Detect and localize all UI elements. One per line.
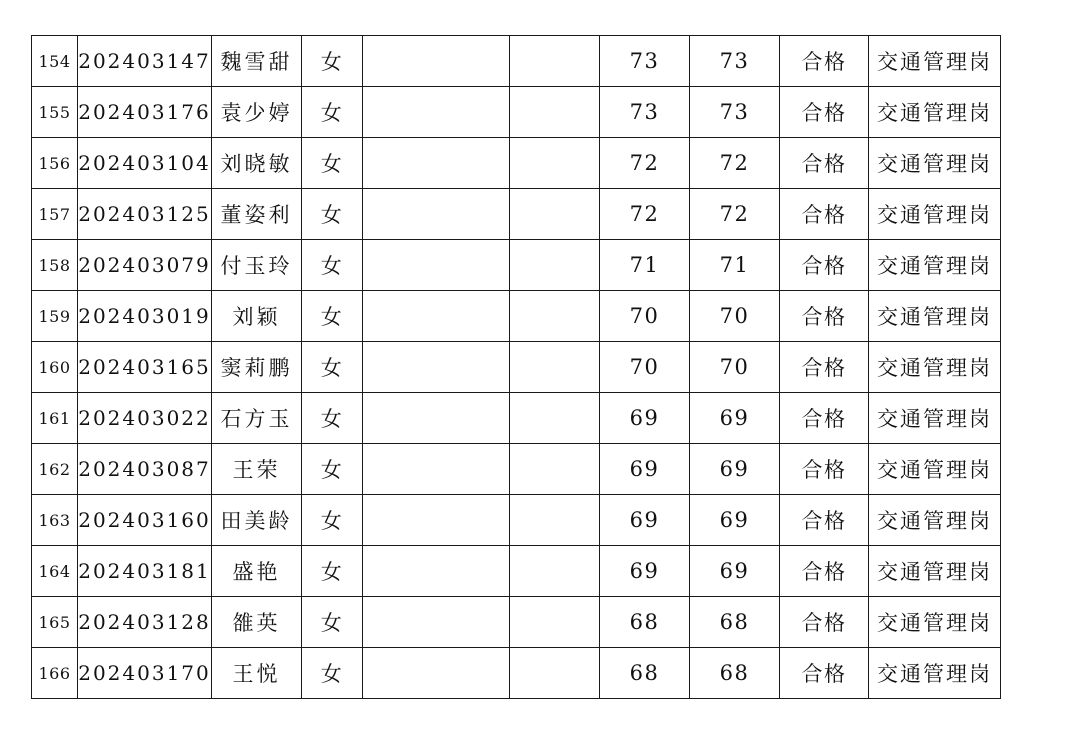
results-table-body: [32, 36, 1001, 699]
cell-empty: [510, 648, 600, 699]
cell-position: 交通管理岗: [869, 291, 1001, 342]
cell-candidate-id: 202403125: [78, 189, 212, 240]
cell-result: 合格: [780, 648, 869, 699]
table-row: [32, 393, 1001, 444]
cell-name: 石方玉: [212, 393, 302, 444]
cell-position: 交通管理岗: [869, 648, 1001, 699]
cell-score: 73: [600, 36, 690, 87]
cell-gender: 女: [302, 138, 363, 189]
results-sheet: [31, 35, 1001, 699]
cell-sequence-number: 155: [32, 87, 78, 138]
cell-sequence-number: 160: [32, 342, 78, 393]
cell-position: 交通管理岗: [869, 393, 1001, 444]
table-row: [32, 546, 1001, 597]
cell-name: 王荣: [212, 444, 302, 495]
cell-sequence-number: 165: [32, 597, 78, 648]
table-row: [32, 291, 1001, 342]
cell-empty: [363, 495, 510, 546]
cell-empty: [510, 291, 600, 342]
cell-empty: [510, 138, 600, 189]
cell-score: 73: [600, 87, 690, 138]
cell-total-score: 70: [690, 342, 780, 393]
cell-score: 72: [600, 138, 690, 189]
cell-gender: 女: [302, 240, 363, 291]
cell-result: 合格: [780, 546, 869, 597]
cell-result: 合格: [780, 597, 869, 648]
cell-result: 合格: [780, 495, 869, 546]
cell-result: 合格: [780, 138, 869, 189]
cell-name: 刘晓敏: [212, 138, 302, 189]
cell-empty: [363, 87, 510, 138]
cell-candidate-id: 202403181: [78, 546, 212, 597]
cell-sequence-number: 156: [32, 138, 78, 189]
cell-sequence-number: 164: [32, 546, 78, 597]
cell-candidate-id: 202403079: [78, 240, 212, 291]
cell-position: 交通管理岗: [869, 444, 1001, 495]
cell-name: 付玉玲: [212, 240, 302, 291]
cell-total-score: 69: [690, 546, 780, 597]
cell-candidate-id: 202403165: [78, 342, 212, 393]
cell-score: 70: [600, 291, 690, 342]
cell-score: 69: [600, 495, 690, 546]
cell-empty: [363, 36, 510, 87]
cell-sequence-number: 157: [32, 189, 78, 240]
cell-empty: [510, 393, 600, 444]
cell-result: 合格: [780, 342, 869, 393]
cell-result: 合格: [780, 189, 869, 240]
cell-position: 交通管理岗: [869, 36, 1001, 87]
cell-empty: [363, 240, 510, 291]
cell-score: 68: [600, 648, 690, 699]
cell-name: 窦莉鹏: [212, 342, 302, 393]
cell-gender: 女: [302, 342, 363, 393]
cell-sequence-number: 161: [32, 393, 78, 444]
cell-position: 交通管理岗: [869, 342, 1001, 393]
cell-gender: 女: [302, 648, 363, 699]
cell-candidate-id: 202403160: [78, 495, 212, 546]
cell-total-score: 73: [690, 36, 780, 87]
table-row: [32, 597, 1001, 648]
cell-candidate-id: 202403170: [78, 648, 212, 699]
table-row: [32, 444, 1001, 495]
cell-total-score: 69: [690, 393, 780, 444]
cell-name: 盛艳: [212, 546, 302, 597]
cell-empty: [510, 546, 600, 597]
cell-score: 70: [600, 342, 690, 393]
cell-position: 交通管理岗: [869, 597, 1001, 648]
cell-candidate-id: 202403128: [78, 597, 212, 648]
cell-name: 刘颖: [212, 291, 302, 342]
cell-name: 魏雪甜: [212, 36, 302, 87]
table-row: [32, 138, 1001, 189]
cell-name: 雒英: [212, 597, 302, 648]
cell-position: 交通管理岗: [869, 138, 1001, 189]
cell-total-score: 68: [690, 597, 780, 648]
cell-empty: [510, 342, 600, 393]
cell-position: 交通管理岗: [869, 240, 1001, 291]
cell-total-score: 70: [690, 291, 780, 342]
cell-empty: [510, 240, 600, 291]
cell-gender: 女: [302, 291, 363, 342]
cell-score: 72: [600, 189, 690, 240]
cell-result: 合格: [780, 291, 869, 342]
cell-candidate-id: 202403104: [78, 138, 212, 189]
table-row: [32, 189, 1001, 240]
cell-total-score: 69: [690, 444, 780, 495]
cell-result: 合格: [780, 393, 869, 444]
cell-candidate-id: 202403019: [78, 291, 212, 342]
cell-empty: [363, 444, 510, 495]
cell-name: 董姿利: [212, 189, 302, 240]
table-row: [32, 342, 1001, 393]
cell-name: 王悦: [212, 648, 302, 699]
cell-name: 袁少婷: [212, 87, 302, 138]
cell-candidate-id: 202403176: [78, 87, 212, 138]
cell-gender: 女: [302, 597, 363, 648]
cell-position: 交通管理岗: [869, 546, 1001, 597]
cell-candidate-id: 202403022: [78, 393, 212, 444]
table-row: [32, 648, 1001, 699]
cell-sequence-number: 154: [32, 36, 78, 87]
cell-empty: [363, 342, 510, 393]
cell-total-score: 68: [690, 648, 780, 699]
cell-gender: 女: [302, 36, 363, 87]
cell-empty: [510, 597, 600, 648]
cell-gender: 女: [302, 87, 363, 138]
cell-score: 69: [600, 393, 690, 444]
cell-sequence-number: 158: [32, 240, 78, 291]
table-row: [32, 240, 1001, 291]
cell-score: 68: [600, 597, 690, 648]
cell-score: 69: [600, 444, 690, 495]
cell-position: 交通管理岗: [869, 495, 1001, 546]
cell-total-score: 69: [690, 495, 780, 546]
cell-result: 合格: [780, 240, 869, 291]
cell-empty: [510, 444, 600, 495]
cell-empty: [363, 393, 510, 444]
cell-empty: [363, 546, 510, 597]
cell-empty: [363, 597, 510, 648]
cell-empty: [363, 138, 510, 189]
cell-empty: [363, 648, 510, 699]
cell-result: 合格: [780, 36, 869, 87]
cell-result: 合格: [780, 444, 869, 495]
results-table: [31, 35, 1001, 699]
cell-empty: [510, 495, 600, 546]
cell-sequence-number: 162: [32, 444, 78, 495]
cell-position: 交通管理岗: [869, 189, 1001, 240]
cell-position: 交通管理岗: [869, 87, 1001, 138]
cell-gender: 女: [302, 495, 363, 546]
table-row: [32, 87, 1001, 138]
cell-total-score: 72: [690, 138, 780, 189]
cell-gender: 女: [302, 444, 363, 495]
cell-result: 合格: [780, 87, 869, 138]
cell-candidate-id: 202403147: [78, 36, 212, 87]
cell-total-score: 73: [690, 87, 780, 138]
cell-empty: [363, 291, 510, 342]
cell-empty: [510, 189, 600, 240]
cell-sequence-number: 166: [32, 648, 78, 699]
cell-candidate-id: 202403087: [78, 444, 212, 495]
table-row: [32, 36, 1001, 87]
cell-gender: 女: [302, 189, 363, 240]
cell-sequence-number: 163: [32, 495, 78, 546]
cell-score: 71: [600, 240, 690, 291]
cell-total-score: 72: [690, 189, 780, 240]
table-row: [32, 495, 1001, 546]
cell-empty: [510, 36, 600, 87]
cell-sequence-number: 159: [32, 291, 78, 342]
cell-empty: [510, 87, 600, 138]
cell-gender: 女: [302, 546, 363, 597]
cell-empty: [363, 189, 510, 240]
cell-gender: 女: [302, 393, 363, 444]
cell-name: 田美龄: [212, 495, 302, 546]
cell-score: 69: [600, 546, 690, 597]
cell-total-score: 71: [690, 240, 780, 291]
